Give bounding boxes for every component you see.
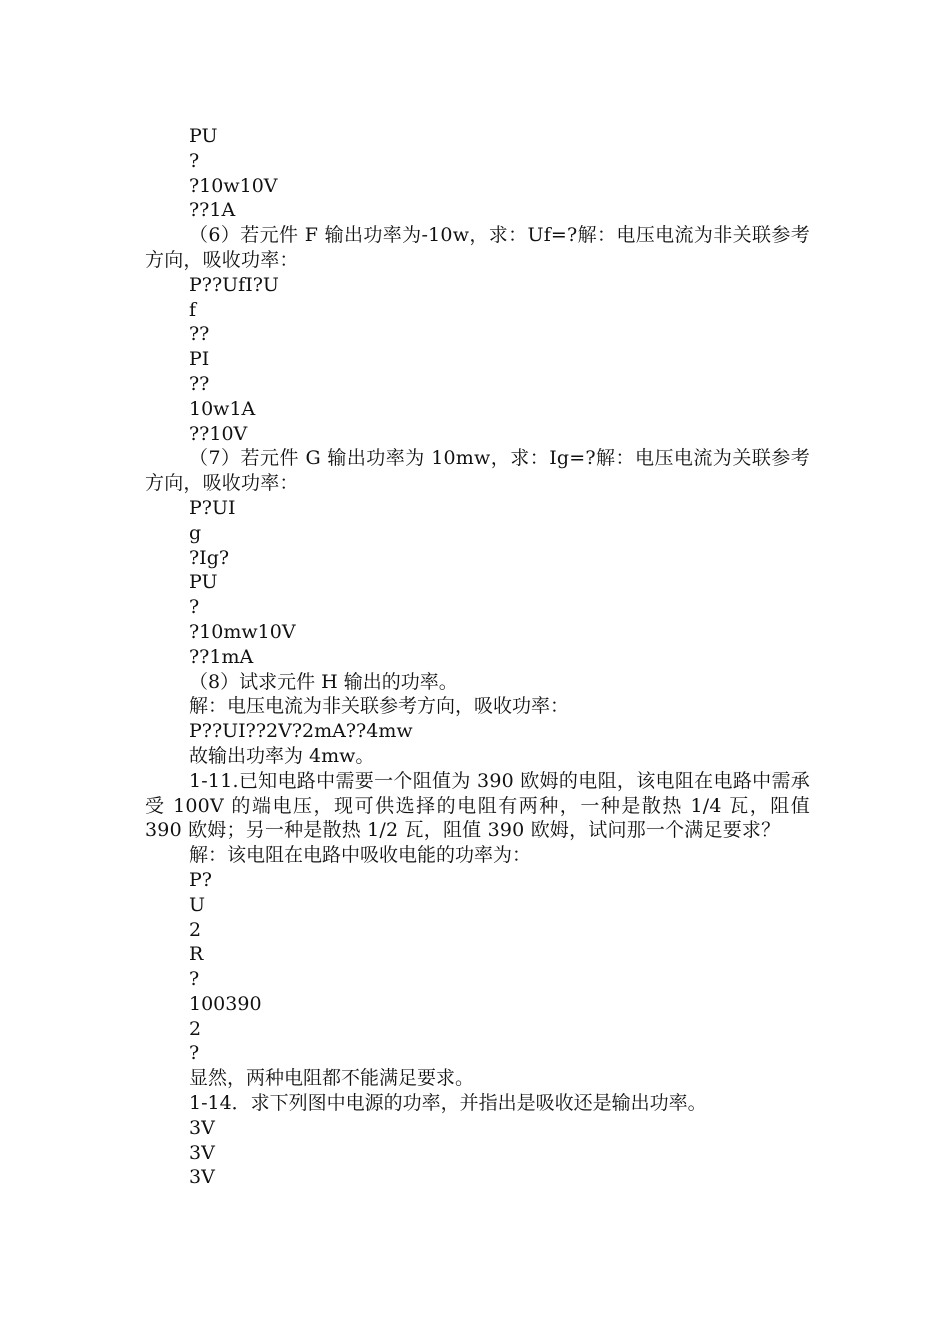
text-line: P??UI??2V?2mA??4mw <box>189 720 413 743</box>
text-line: P??UfI?U <box>189 273 279 296</box>
text-line: 3V <box>189 1116 215 1139</box>
document-body <box>145 124 810 1190</box>
text-line: ? <box>189 968 200 991</box>
text-line: PI <box>189 348 210 371</box>
text-line: ??1mA <box>189 645 254 668</box>
text-line: ??10V <box>189 422 248 445</box>
text-line: ? <box>189 596 200 619</box>
text-line: U <box>189 893 206 916</box>
text-line: ? <box>189 1042 200 1065</box>
paragraph-8: （8）试求元件 H 输出的功率。 <box>189 670 458 693</box>
text-line: PU <box>189 125 218 147</box>
problem-1-14: 1-14．求下列图中电源的功率，并指出是吸收还是输出功率。 <box>189 1092 707 1115</box>
text-line: 解：电压电流为非关联参考方向，吸收功率： <box>189 695 570 718</box>
text-line: ? <box>189 149 200 172</box>
text-line: 3V <box>189 1141 215 1164</box>
text-line: 3V <box>189 1166 215 1189</box>
text-line: ??1A <box>189 199 236 222</box>
problem-1-11: 1-11.已知电路中需要一个阻值为 390 欧姆的电阻，该电阻在电路中需承受 100V 的端电压，现可供选择的电阻有两种，一种是散热 1/4 瓦，阻值 390 欧姆；另一种是散热 1/2 瓦，阻值 390 欧姆，试问那一个满足要求？ <box>145 769 810 842</box>
text-line: 故输出功率为 4mw。 <box>189 744 375 767</box>
text-line: 10w1A <box>189 397 256 420</box>
text-line: P?UI <box>189 496 236 519</box>
paragraph-7: （7）若元件 G 输出功率为 10mw，求：Ig=?解：电压电流为关联参考方向，吸收功率： <box>145 447 810 495</box>
paragraph-6: （6）若元件 F 输出功率为-10w，求：Uf=?解：电压电流为非关联参考方向，吸收功率： <box>145 224 810 271</box>
text-line: 2 <box>189 1017 202 1040</box>
text-line: ?Ig? <box>189 546 230 569</box>
text-line: ?10w10V <box>189 174 278 197</box>
text-line: ?? <box>189 323 210 346</box>
text-line: 100390 <box>189 992 262 1015</box>
text-line: g <box>189 521 202 544</box>
text-line: 2 <box>189 918 202 941</box>
text-line: 显然，两种电阻都不能满足要求。 <box>189 1067 475 1090</box>
text-line: PU <box>189 571 218 594</box>
text-line: R <box>189 943 204 966</box>
text-line: f <box>189 298 197 321</box>
text-line: ?10mw10V <box>189 620 296 643</box>
text-line: 解：该电阻在电路中吸收电能的功率为： <box>189 844 532 867</box>
text-line: ?? <box>189 372 210 395</box>
text-line: P? <box>189 868 212 891</box>
